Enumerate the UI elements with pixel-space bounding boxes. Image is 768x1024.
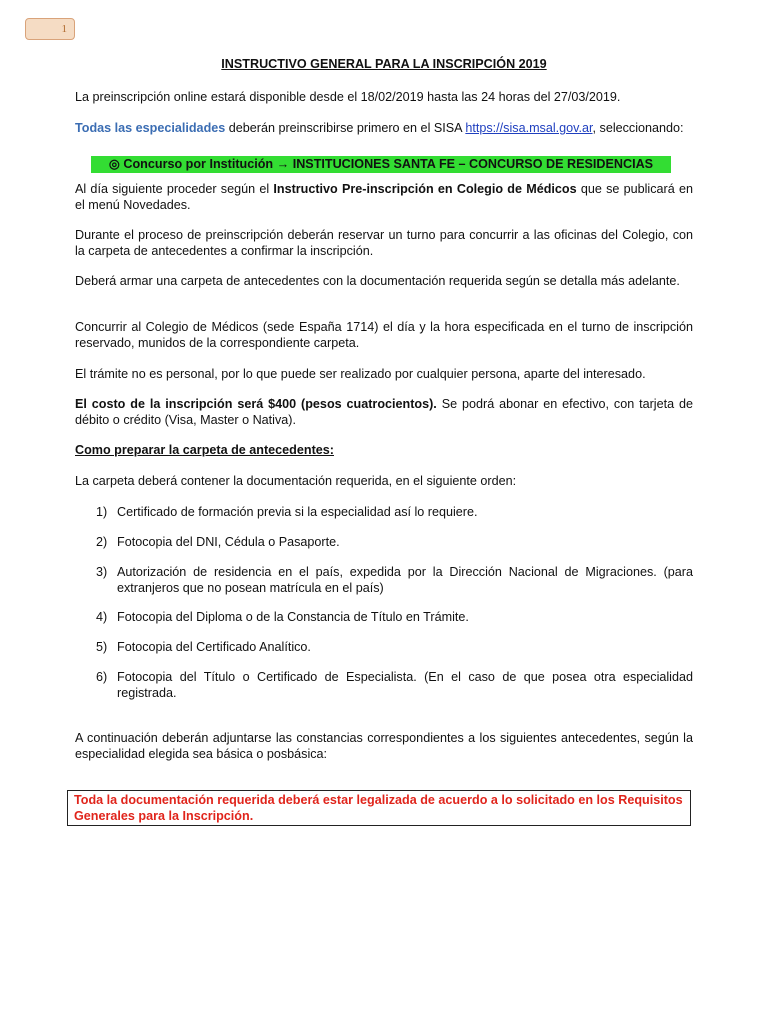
- p3-a: Al día siguiente proceder según el: [75, 182, 274, 196]
- list-number: 5): [96, 640, 108, 654]
- list-text: Autorización de residencia en el país, expedida por la Dirección Nacional de Migraciones. (para extranjeros que no posean matrícula en el país): [117, 565, 693, 595]
- list-text: Certificado de formación previa si la especialidad así lo requiere.: [117, 505, 478, 519]
- sisa-tail: , seleccionando:: [592, 121, 684, 135]
- list-number: 1): [96, 505, 108, 519]
- legalization-warning-box: Toda la documentación requerida deberá estar legalizada de acuerdo a lo solicitado en los Requisitos Generales para la Inscripción.: [67, 790, 691, 826]
- paragraph-costo: [75, 397, 693, 428]
- list-text: Fotocopia del DNI, Cédula o Pasaporte.: [117, 535, 340, 549]
- paragraph-carpeta: Deberá armar una carpeta de antecedentes con la documentación requerida según se detalla más adelante.: [75, 274, 680, 288]
- p3-bold: Instructivo Pre-inscripción en Colegio de Médicos: [273, 182, 577, 196]
- list-text: Fotocopia del Diploma o de la Constancia de Título en Trámite.: [117, 610, 469, 624]
- list-number: 6): [96, 670, 108, 684]
- list-number: 4): [96, 610, 108, 624]
- p3-b: que se publicará en el menú Novedades.: [75, 182, 693, 212]
- list-text: Fotocopia del Certificado Analítico.: [117, 640, 311, 654]
- page-number-badge: 1: [25, 18, 75, 40]
- section-heading: Como preparar la carpeta de antecedentes:: [75, 443, 334, 457]
- specialties-lead: Todas las especialidades: [75, 121, 226, 135]
- paragraph-tramite: El trámite no es personal, por lo que puede ser realizado por cualquier persona, aparte del interesado.: [75, 367, 646, 381]
- paragraph-sisa: [75, 121, 693, 137]
- document-title: INSTRUCTIVO GENERAL PARA LA INSCRIPCIÓN 2019: [221, 57, 547, 71]
- costo-text: Se podrá abonar en efectivo, con tarjeta de débito o crédito (Visa, Master o Nativa).: [75, 397, 694, 427]
- paragraph-orden: La carpeta deberá contener la documentación requerida, en el siguiente orden:: [75, 474, 517, 488]
- sisa-link[interactable]: https://sisa.msal.gov.ar: [465, 121, 593, 135]
- list-number: 3): [96, 565, 108, 579]
- highlight-selection: ◎ Concurso por Institución → INSTITUCIONES SANTA FE – CONCURSO DE RESIDENCIAS: [91, 156, 671, 173]
- paragraph-dates: La preinscripción online estará disponible desde el 18/02/2019 hasta las 24 horas del 27/03/2019.: [75, 90, 621, 104]
- list-text: Fotocopia del Título o Certificado de Especialista. (En el caso de que posea otra especialidad registrada.: [117, 670, 693, 700]
- paragraph-next-day: [75, 182, 693, 213]
- list-number: 2): [96, 535, 108, 549]
- paragraph-concurrir: Concurrir al Colegio de Médicos (sede España 1714) el día y la hora especificada en el turno de inscripción reservado, munidos de la correspondiente carpeta.: [75, 320, 693, 350]
- sisa-text: deberán preinscribirse primero en el SISA: [225, 121, 466, 135]
- paragraph-continuacion: A continuación deberán adjuntarse las constancias correspondientes a los siguientes antecedentes, según la especialidad elegida sea básica o posbásica:: [75, 731, 693, 761]
- costo-bold: El costo de la inscripción será $400 (pesos cuatrocientos).: [75, 397, 437, 411]
- paragraph-turno: Durante el proceso de preinscripción deberán reservar un turno para concurrir a las oficinas del Colegio, con la carpeta de antecedentes a confirmar la inscripción.: [75, 228, 693, 258]
